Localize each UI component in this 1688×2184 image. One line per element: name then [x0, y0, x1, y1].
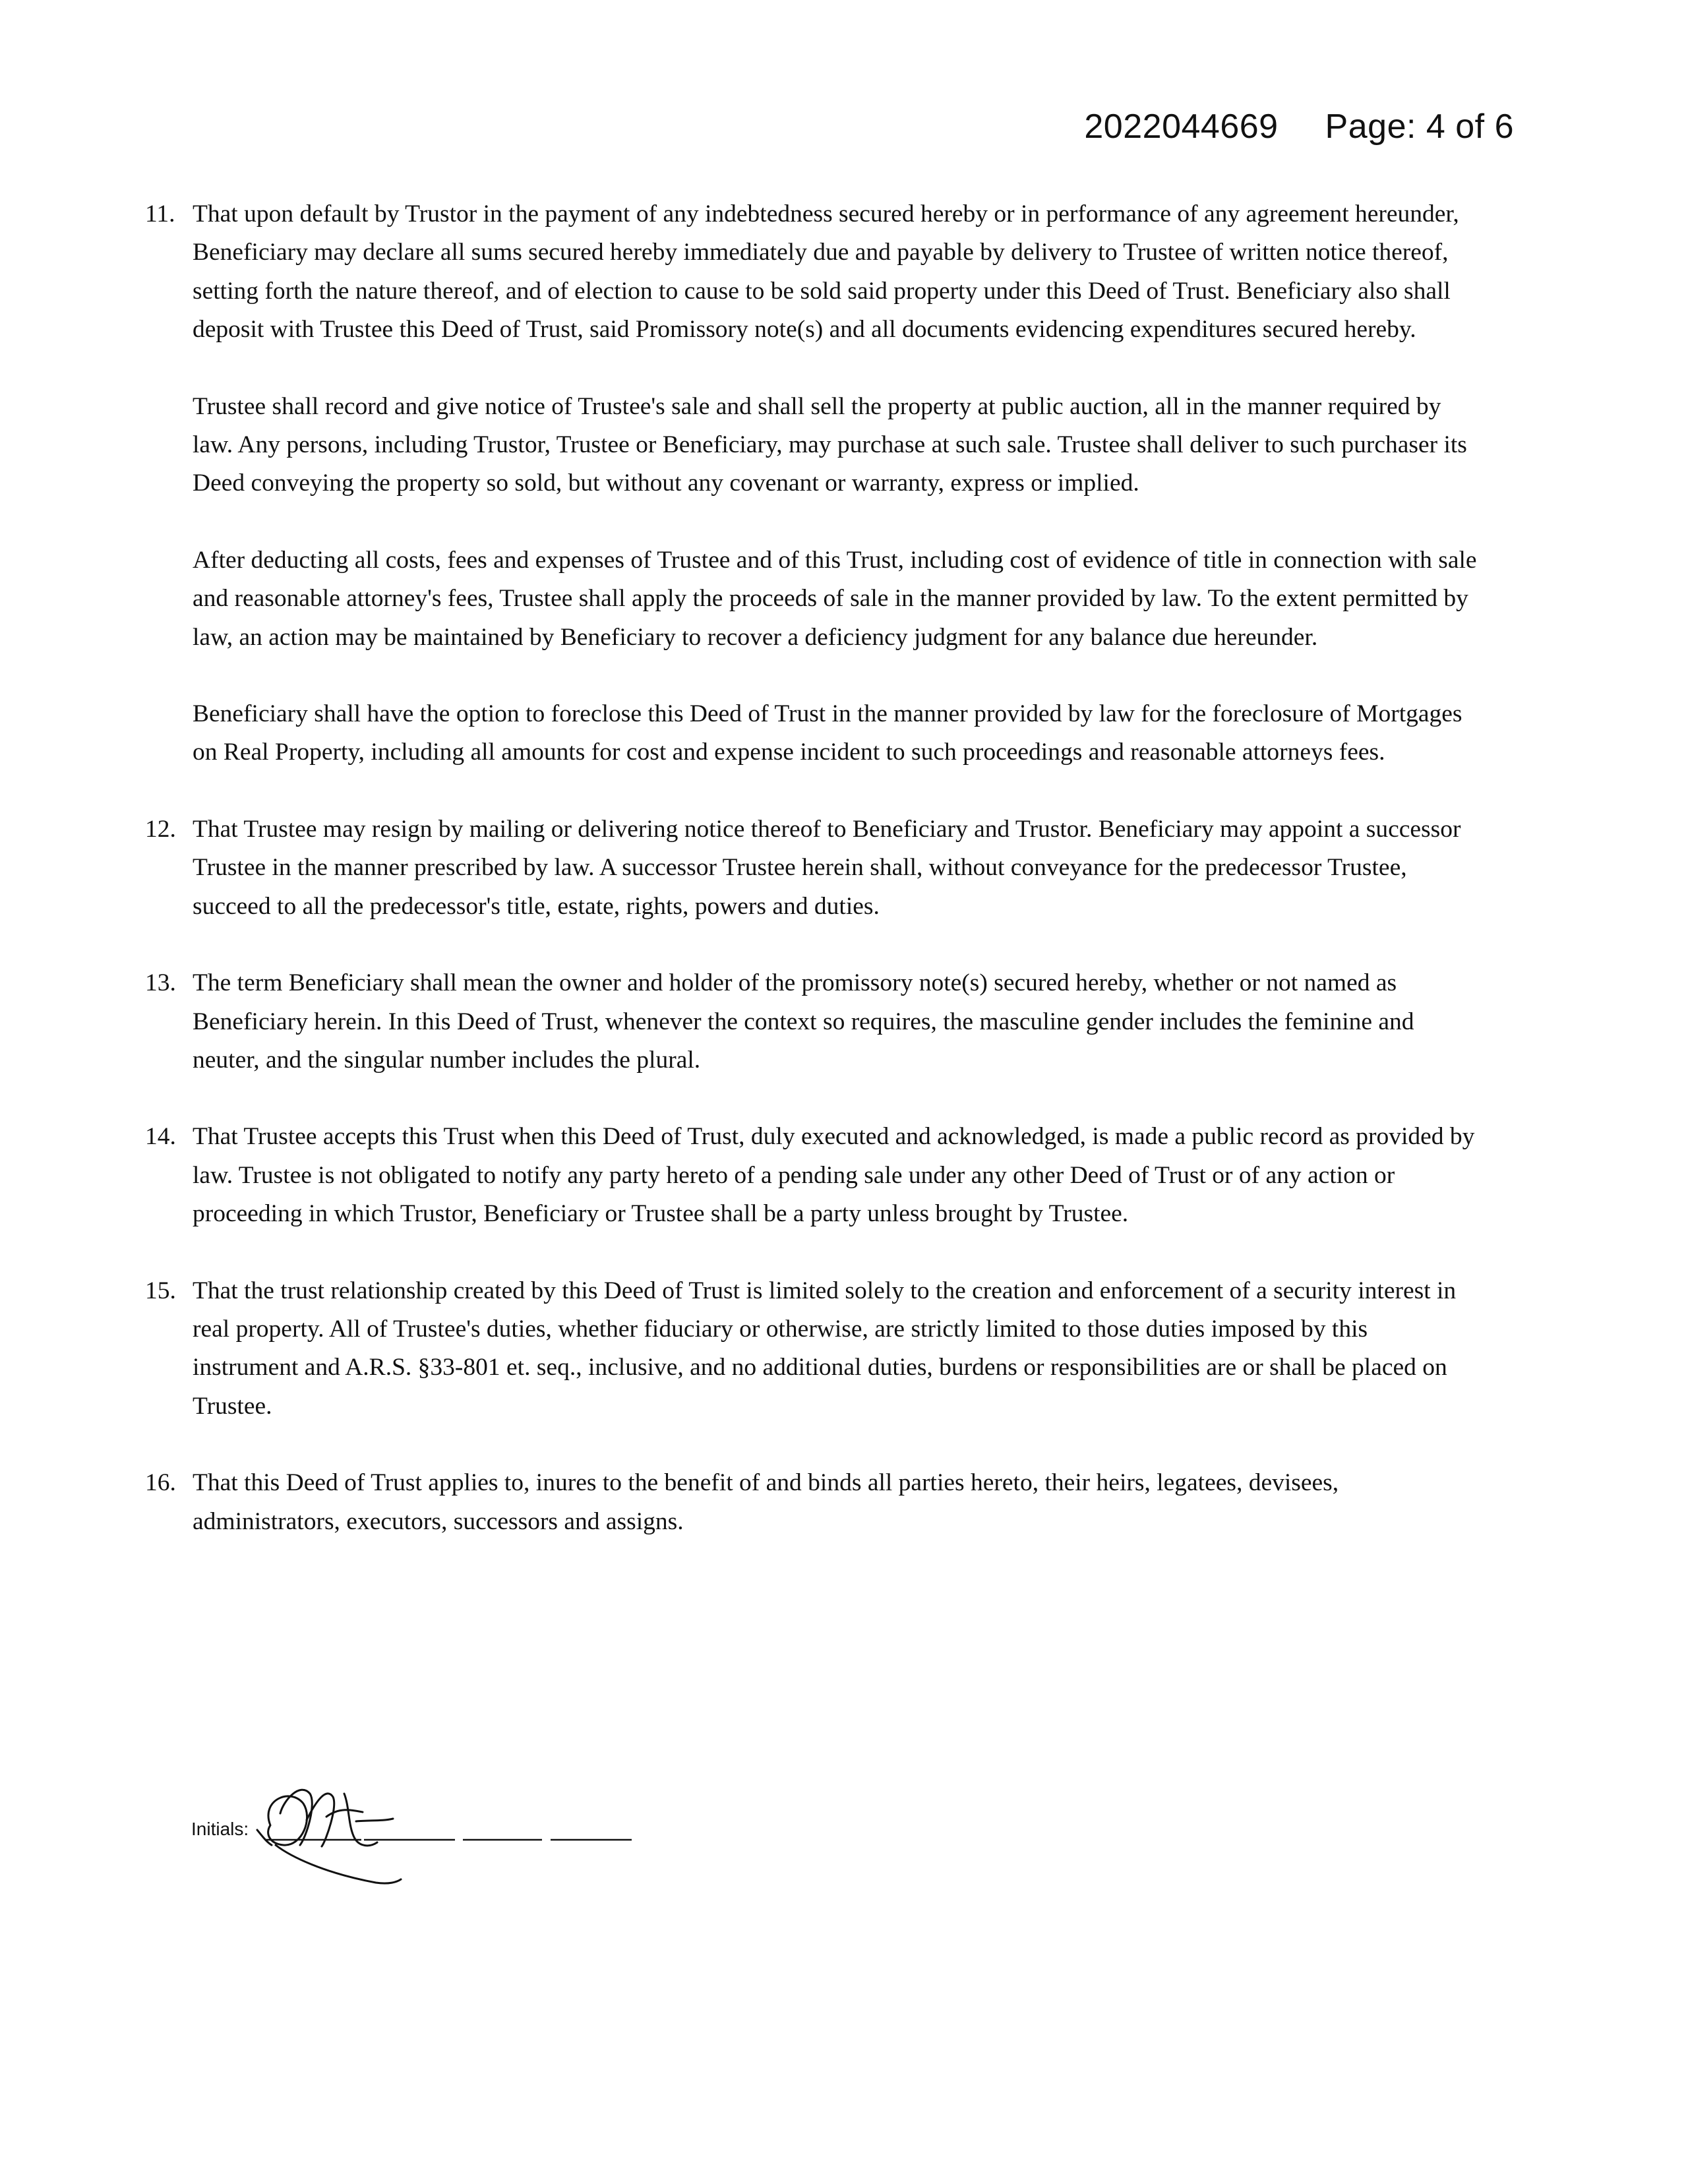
clause-12 — [145, 810, 1478, 926]
document-number: 2022044669 — [1084, 107, 1279, 146]
clause-paragraph: Beneficiary shall have the option to foreclose this Deed of Trust in the manner provided by law for the foreclosure of Mortgages on Real Property, including all amounts for cost and expense incident to such proceedings and reasonable attorneys fees. — [193, 700, 1462, 766]
clause-paragraph: That the trust relationship created by this Deed of Trust is limited solely to the creation and enforcement of a security interest in real property. All of Trustee's duties, whether fiduciary or otherwise, are strictly limited to those duties imposed by this instrument and A.R.S. §33-801 et. seq., inclusive, and no additional duties, burdens or responsibilities are or shall be placed on Trustee. — [193, 1277, 1457, 1420]
page-number: Page: 4 of 6 — [1325, 107, 1514, 146]
clause-14 — [145, 1118, 1478, 1233]
clause-paragraph: That Trustee accepts this Trust when this Deed of Trust, duly executed and acknowledged, is made a public record as provided by law. Trustee is not obligated to notify any party hereto of a pending sale under any other Deed of Trust or of any action or proceeding in which Trustor, Beneficiary or Trustee shall be a party unless brought by Trustee. — [193, 1123, 1475, 1228]
clause-paragraph: The term Beneficiary shall mean the owner and holder of the promissory note(s) secured hereby, whether or not named as Beneficiary herein. In this Deed of Trust, whenever the context so requires, the masculine gender includes the feminine and neuter, and the singular number includes the plural. — [193, 969, 1414, 1074]
initials-block — [191, 1774, 666, 1893]
clause-number: 14. — [145, 1123, 176, 1151]
clause-number: 16. — [145, 1469, 176, 1497]
clause-paragraph: That this Deed of Trust applies to, inures to the benefit of and binds all parties hereto, their heirs, legatees, devisees, administrators, executors, successors and assigns. — [193, 1469, 1339, 1535]
clause-number: 12. — [145, 815, 176, 843]
clause-13 — [145, 964, 1478, 1079]
clause-15 — [145, 1272, 1478, 1426]
document-body — [145, 195, 1478, 1541]
clause-paragraph: After deducting all costs, fees and expenses of Trustee and of this Trust, including cost of evidence of title in connection with sale and reasonable attorney's fees, Trustee shall apply the proceeds of sale in the manner provided by law. To the extent permitted by law, an action may be maintained by Beneficiary to recover a deficiency judgment for any balance due hereunder. — [193, 546, 1477, 651]
initials-label: Initials: — [191, 1819, 249, 1839]
clause-paragraph: That Trustee may resign by mailing or delivering notice thereof to Beneficiary and Trustor. Beneficiary may appoint a successor Trustee in the manner prescribed by law. A successor Trustee herein shall, without conveyance for the predecessor Trustee, succeed to all the predecessor's title, estate, rights, powers and duties. — [193, 815, 1461, 920]
initials-signature — [191, 1774, 666, 1893]
clause-number: 15. — [145, 1277, 176, 1304]
clause-number: 11. — [145, 200, 175, 228]
clause-paragraph: Trustee shall record and give notice of Trustee's sale and shall sell the property at public auction, all in the manner required by law. Any persons, including Trustor, Trustee or Beneficiary, may purchase at such sale. Trustee shall deliver to such purchaser its Deed conveying the property so sold, but without any covenant or warranty, express or implied. — [193, 392, 1467, 497]
clause-16 — [145, 1464, 1478, 1541]
signature-scribble — [257, 1790, 401, 1883]
page-header — [1084, 107, 1514, 146]
clause-paragraph: That upon default by Trustor in the payment of any indebtedness secured hereby or in performance of any agreement hereunder, Beneficiary may declare all sums secured hereby immediately due and payable by delivery to Trustee of written notice thereof, setting forth the nature thereof, and of election to cause to be sold said property under this Deed of Trust. Beneficiary also shall deposit with Trustee this Deed of Trust, said Promissory note(s) and all documents evidencing expenditures secured hereby. — [193, 200, 1459, 344]
clause-number: 13. — [145, 969, 176, 997]
clause-11 — [145, 195, 1478, 772]
